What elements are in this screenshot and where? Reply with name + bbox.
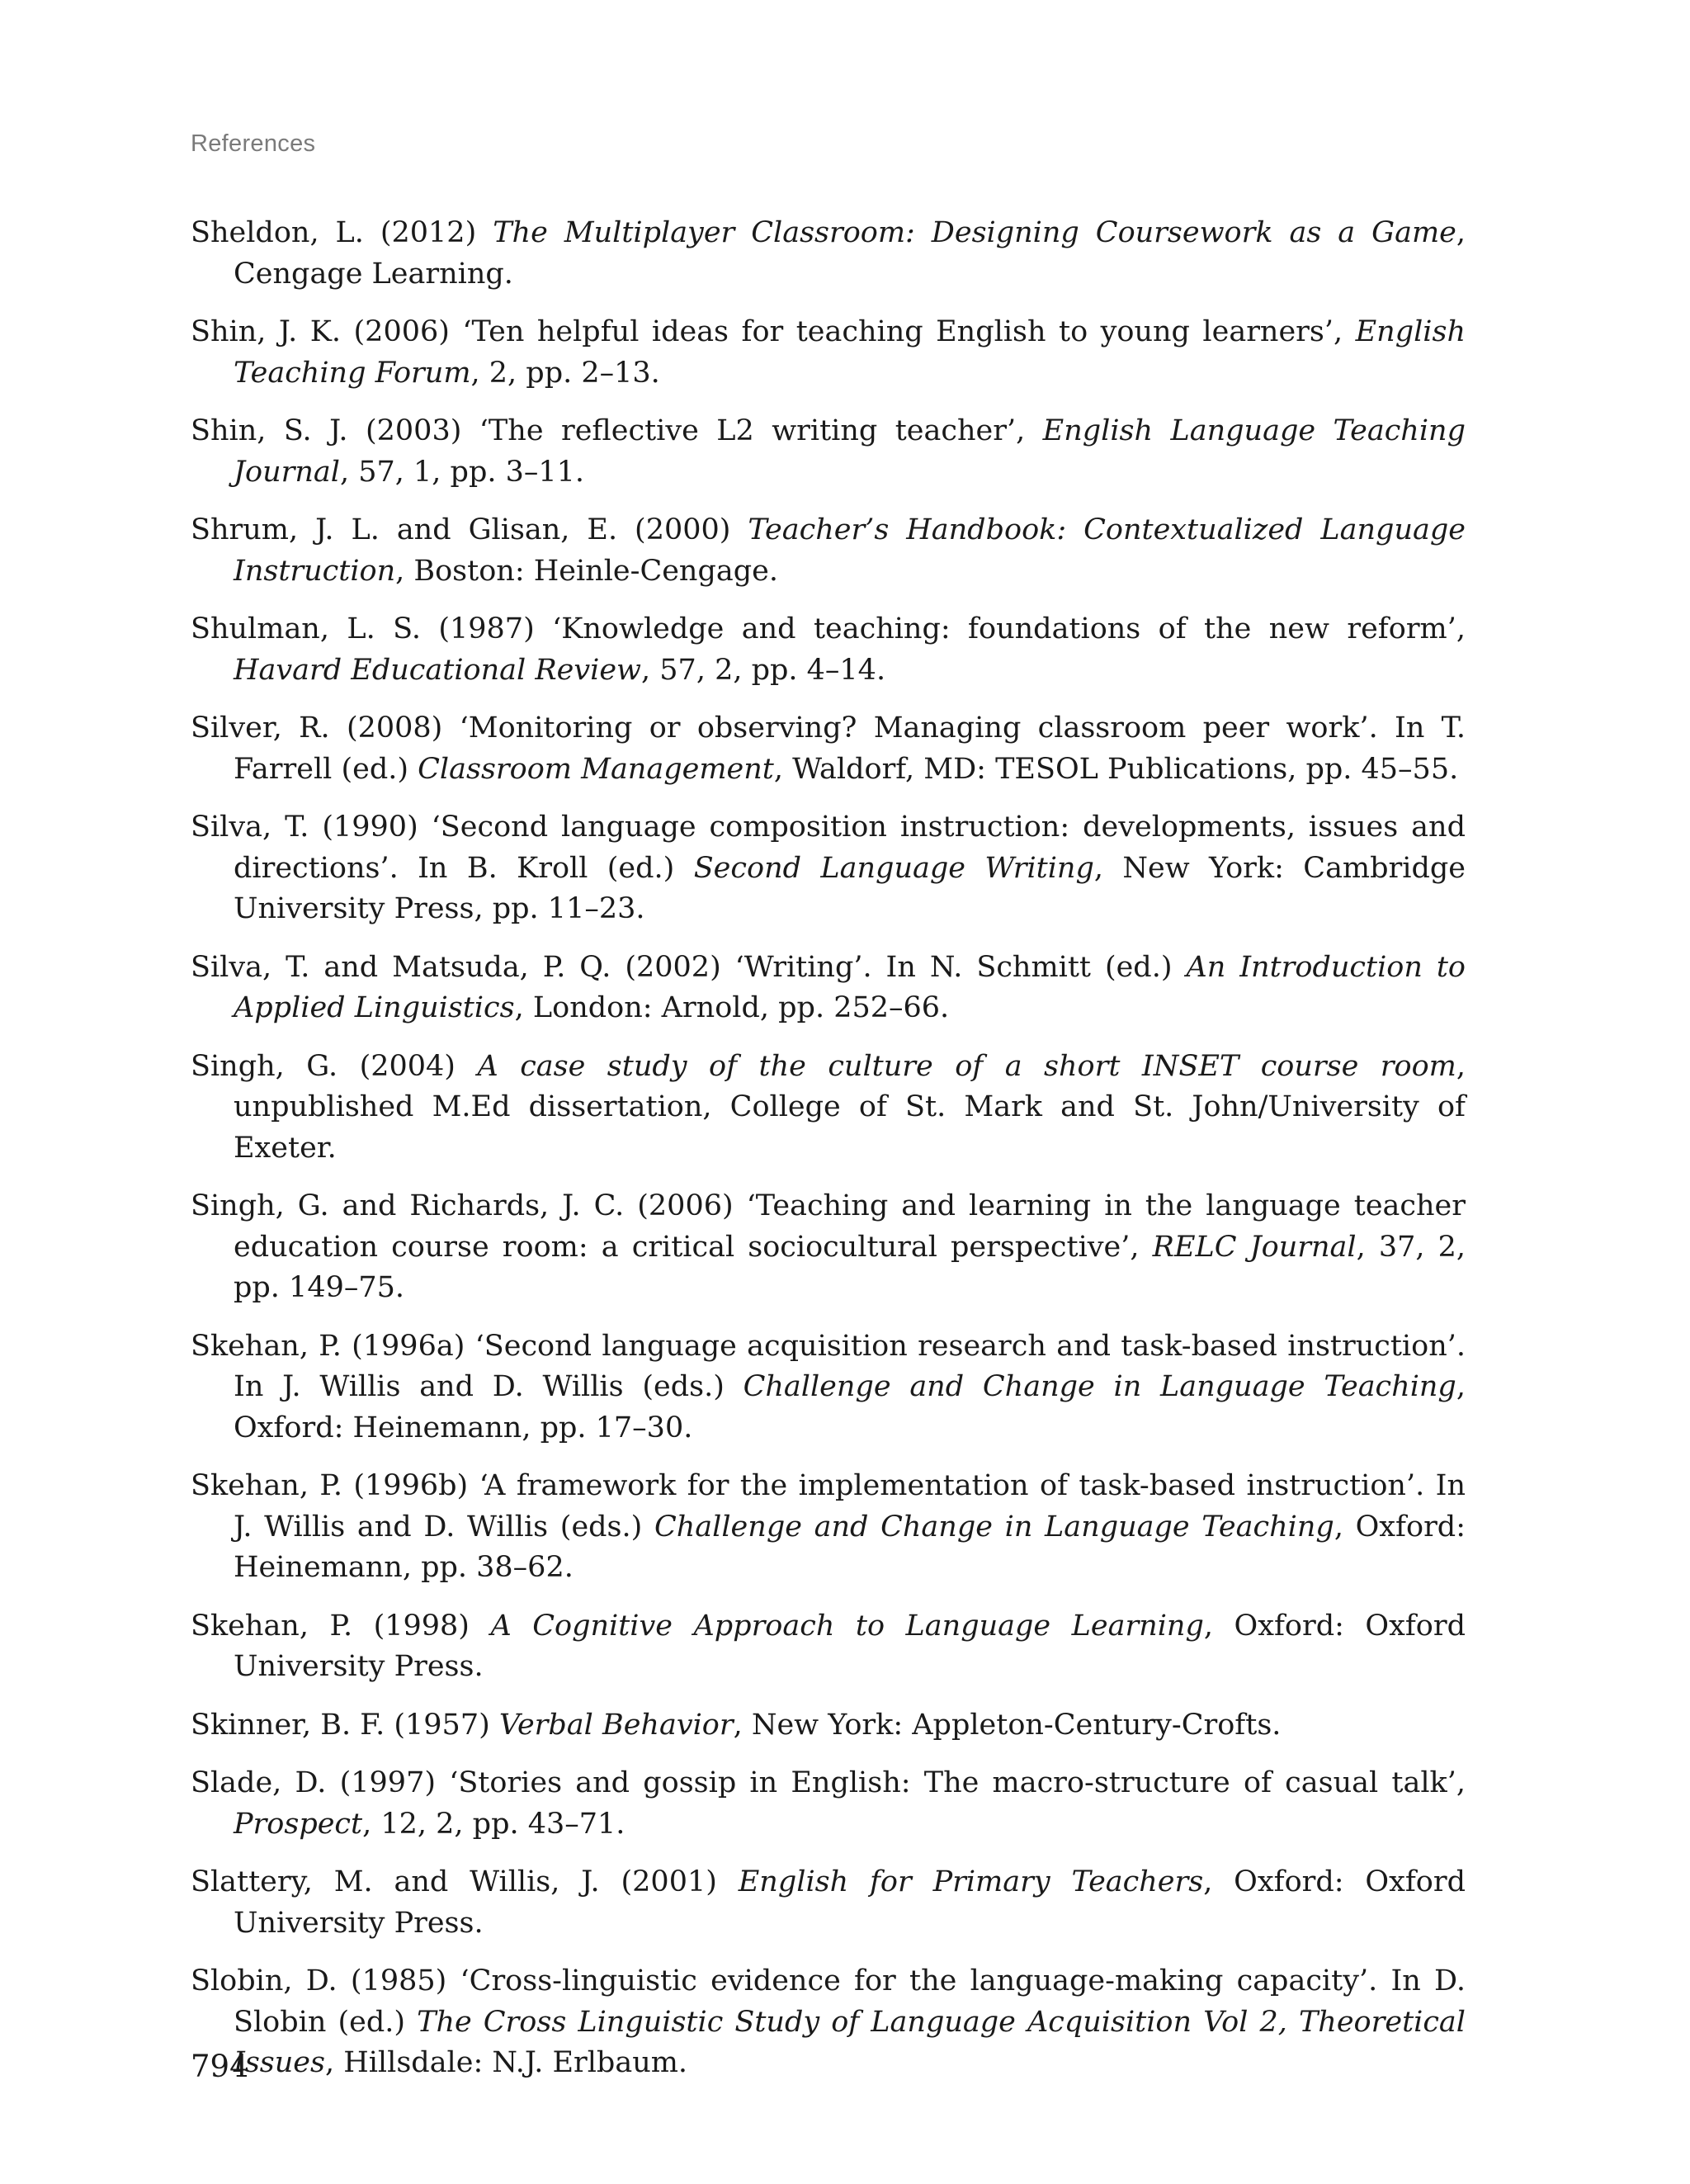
reference-text: Shin, S. J. (2003) ‘The reflective L2 writing teacher’, bbox=[191, 414, 1043, 447]
reference-entry bbox=[191, 1705, 1466, 1747]
reference-title: Havard Educational Review bbox=[234, 653, 642, 687]
reference-details: , 57, 1, pp. 3–11. bbox=[339, 455, 585, 489]
reference-details: , 57, 2, pp. 4–14. bbox=[641, 653, 886, 687]
reference-entry bbox=[191, 312, 1466, 394]
reference-text: Skinner, B. F. (1957) bbox=[191, 1708, 499, 1742]
reference-details: , New York: Cambridge University Press, pp. 11–23. bbox=[234, 851, 1466, 925]
reference-title: Teacher’s Handbook: Contextualized Language Instruction bbox=[234, 513, 1466, 588]
reference-details: , 37, 2, pp. 149–75. bbox=[234, 1230, 1466, 1304]
reference-title: Verbal Behavior bbox=[498, 1708, 734, 1742]
reference-title: The Cross Linguistic Study of Language Acquisition Vol 2, Theoretical Issues bbox=[234, 2005, 1466, 2079]
reference-title: The Multiplayer Classroom: Designing Coursework as a Game bbox=[493, 216, 1456, 249]
reference-title: A Cognitive Approach to Language Learning bbox=[490, 1609, 1204, 1643]
reference-text: Singh, G. and Richards, J. C. (2006) ‘Teaching and learning in the language teacher education course room: a critical sociocultural perspective’, bbox=[191, 1189, 1466, 1264]
reference-title: English Teaching Forum bbox=[234, 315, 1466, 390]
reference-title: RELC Journal bbox=[1152, 1230, 1357, 1264]
reference-entry bbox=[191, 510, 1466, 592]
reference-text: Slobin, D. (1985) ‘Cross-linguistic evidence for the language-making capacity’. In D. Slobin (ed.) bbox=[191, 1964, 1466, 2039]
reference-entry bbox=[191, 807, 1466, 930]
reference-details: , Oxford: Oxford University Press. bbox=[234, 1609, 1466, 1683]
reference-title: English for Primary Teachers bbox=[738, 1865, 1204, 1898]
reference-title: Challenge and Change in Language Teaching bbox=[743, 1370, 1456, 1403]
reference-entry bbox=[191, 1047, 1466, 1170]
reference-text: Slade, D. (1997) ‘Stories and gossip in English: The macro-structure of casual talk’, bbox=[191, 1766, 1466, 1799]
reference-title: Prospect bbox=[234, 1807, 363, 1841]
reference-text: Silva, T. (1990) ‘Second language composition instruction: developments, issues and directions’. In B. Kroll (ed.) bbox=[191, 811, 1466, 885]
reference-entry bbox=[191, 411, 1466, 493]
reference-entry bbox=[191, 1466, 1466, 1589]
reference-details: , New York: Appleton-Century-Crofts. bbox=[733, 1708, 1282, 1742]
reference-list bbox=[191, 213, 1466, 2101]
reference-text: Silva, T. and Matsuda, P. Q. (2002) ‘Writing’. In N. Schmitt (ed.) bbox=[191, 950, 1187, 984]
reference-title: English Language Teaching Journal bbox=[234, 414, 1466, 489]
reference-text: Skehan, P. (1996a) ‘Second language acquisition research and task-based instruction’. In J. Willis and D. Willis (eds.) bbox=[191, 1329, 1466, 1403]
reference-entry bbox=[191, 1186, 1466, 1309]
reference-entry bbox=[191, 1606, 1466, 1688]
reference-details: , Cengage Learning. bbox=[234, 216, 1466, 291]
reference-text: Sheldon, L. (2012) bbox=[191, 216, 493, 249]
running-head: References bbox=[191, 130, 316, 157]
reference-details: , unpublished M.Ed dissertation, College of St. Mark and St. John/University of Exeter. bbox=[234, 1049, 1466, 1165]
reference-entry bbox=[191, 708, 1466, 790]
reference-details: , London: Arnold, pp. 252–66. bbox=[514, 991, 950, 1024]
reference-entry bbox=[191, 1862, 1466, 1944]
reference-text: Shrum, J. L. and Glisan, E. (2000) bbox=[191, 513, 748, 546]
reference-details: , Waldorf, MD: TESOL Publications, pp. 45–55. bbox=[773, 752, 1459, 786]
reference-title: An Introduction to Applied Linguistics bbox=[234, 950, 1466, 1024]
page-number: 794 bbox=[191, 2049, 249, 2084]
reference-details: , Oxford: Oxford University Press. bbox=[234, 1865, 1466, 1940]
reference-entry bbox=[191, 1763, 1466, 1845]
reference-entry bbox=[191, 1961, 1466, 2084]
reference-title: Challenge and Change in Language Teaching bbox=[654, 1510, 1334, 1543]
reference-entry bbox=[191, 213, 1466, 295]
reference-text: Silver, R. (2008) ‘Monitoring or observing? Managing classroom peer work’. In T. Farrell (ed.) bbox=[191, 711, 1466, 786]
reference-details: , Boston: Heinle-Cengage. bbox=[395, 554, 778, 588]
reference-text: Shulman, L. S. (1987) ‘Knowledge and teaching: foundations of the new reform’, bbox=[191, 612, 1466, 645]
reference-text: Singh, G. (2004) bbox=[191, 1049, 478, 1083]
reference-entry bbox=[191, 609, 1466, 691]
reference-details: , 2, pp. 2–13. bbox=[470, 356, 660, 390]
reference-details: , Oxford: Heinemann, pp. 38–62. bbox=[234, 1510, 1466, 1584]
reference-text: Shin, J. K. (2006) ‘Ten helpful ideas for teaching English to young learners’, bbox=[191, 315, 1356, 348]
reference-entry bbox=[191, 1326, 1466, 1449]
reference-entry bbox=[191, 948, 1466, 1029]
reference-details: , Oxford: Heinemann, pp. 17–30. bbox=[234, 1370, 1466, 1444]
reference-title: Second Language Writing bbox=[693, 851, 1094, 885]
reference-title: A case study of the culture of a short INSET course room bbox=[477, 1049, 1456, 1083]
reference-details: , Hillsdale: N.J. Erlbaum. bbox=[324, 2046, 688, 2079]
reference-details: , 12, 2, pp. 43–71. bbox=[362, 1807, 625, 1841]
reference-title: Classroom Management bbox=[418, 752, 774, 786]
reference-text: Skehan, P. (1996b) ‘A framework for the implementation of task-based instruction’. In J. Willis and D. Willis (eds.) bbox=[191, 1469, 1466, 1543]
reference-text: Slattery, M. and Willis, J. (2001) bbox=[191, 1865, 739, 1898]
reference-text: Skehan, P. (1998) bbox=[191, 1609, 491, 1643]
